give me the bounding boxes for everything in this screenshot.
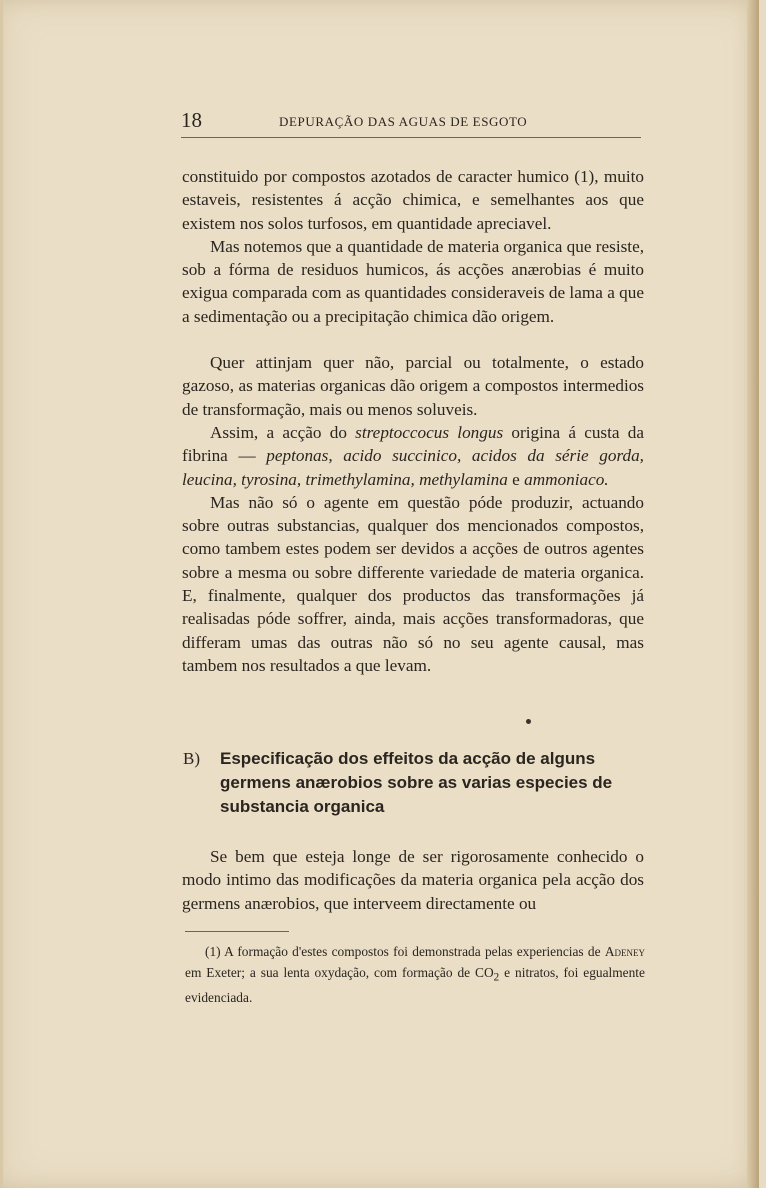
footnote — [185, 942, 645, 1008]
running-title: DEPURAÇÃO DAS AGUAS DE ESGOTO — [279, 114, 528, 129]
footnote-subscript: 2 — [493, 971, 500, 984]
paragraph-6: Se bem que esteja longe de ser rigorosamente conhecido o modo intimo das modificações da materia organica pela acção dos germens anærobios, que interveem directamente ou — [182, 847, 644, 913]
footnote-text-b: em Exeter; a sua lenta oxydação, com formação de CO — [185, 964, 494, 980]
body-text-2 — [182, 845, 644, 915]
paragraph-5: Mas não só o agente em questão póde produzir, actuando sobre outras substancias, qualquer dos mencionados compostos, como tambem estes podem ser devidos a acções de outros agentes sobre a mesma ou sobre differente variedade de materia organica. E, finalmente, qualquer dos productos das transformações já realisadas póde soffrer, ainda, mais acções transformadoras, que differam umas das outras não só no seu agente causal, mas tambem nos resultados a que levam. — [182, 492, 644, 675]
body-text — [182, 165, 644, 677]
footnote-rule — [185, 931, 289, 932]
footnote-text-a: (1) A formação d'estes compostos foi demonstrada pelas experiencias de — [205, 944, 605, 959]
section-title: Especificação dos effeitos da acção de alguns germens anærobios sobre as varias especies de substancia organica — [220, 749, 613, 816]
paragraph-4 — [182, 421, 644, 491]
p4-text-a: Assim, a acção do — [210, 422, 356, 442]
paragraph-3: Quer attinjam quer não, parcial ou totalmente, o estado gazoso, as materias organicas dão origem a compostos intermedios de transformação, mais ou menos soluveis. — [182, 353, 644, 419]
p4-italic-organism: streptoccocus longus — [355, 422, 504, 442]
footnote-author: Adeney — [604, 944, 645, 959]
footnote-text — [185, 942, 645, 1008]
p4-italic-compounds: peptonas, acido succinico, acidos da série gorda, leucina, tyrosina, trimethylamina, methylamina — [182, 446, 644, 489]
footnote-text-c: e nitratos, foi egualmente evidenciada. — [185, 964, 645, 1005]
ink-dot — [526, 719, 531, 724]
p4-text-e: e — [507, 469, 525, 489]
paragraph-1: constituido por compostos azotados de caracter humico (1), muito estaveis, resistentes á acção chimica, e semelhantes aos que existem nos solos turfosos, em quantidade apreciavel. — [182, 167, 644, 233]
header-rule — [181, 137, 641, 138]
paragraph-2: Mas notemos que a quantidade de materia organica que resiste, sob a fórma de residuos humicos, ás acções anærobias é muito exigua comparada com as quantidades consideraveis de lama a que a sedimentação ou a precipitação chimica dão origem. — [182, 236, 644, 326]
page-header — [181, 108, 641, 136]
p4-text-c: origina á custa da fibrina — — [182, 422, 644, 466]
p4-italic-ammonia: ammoniaco. — [524, 469, 609, 489]
page-edge — [747, 0, 759, 1188]
page-number: 18 — [181, 108, 202, 132]
section-letter: B) — [183, 749, 200, 768]
